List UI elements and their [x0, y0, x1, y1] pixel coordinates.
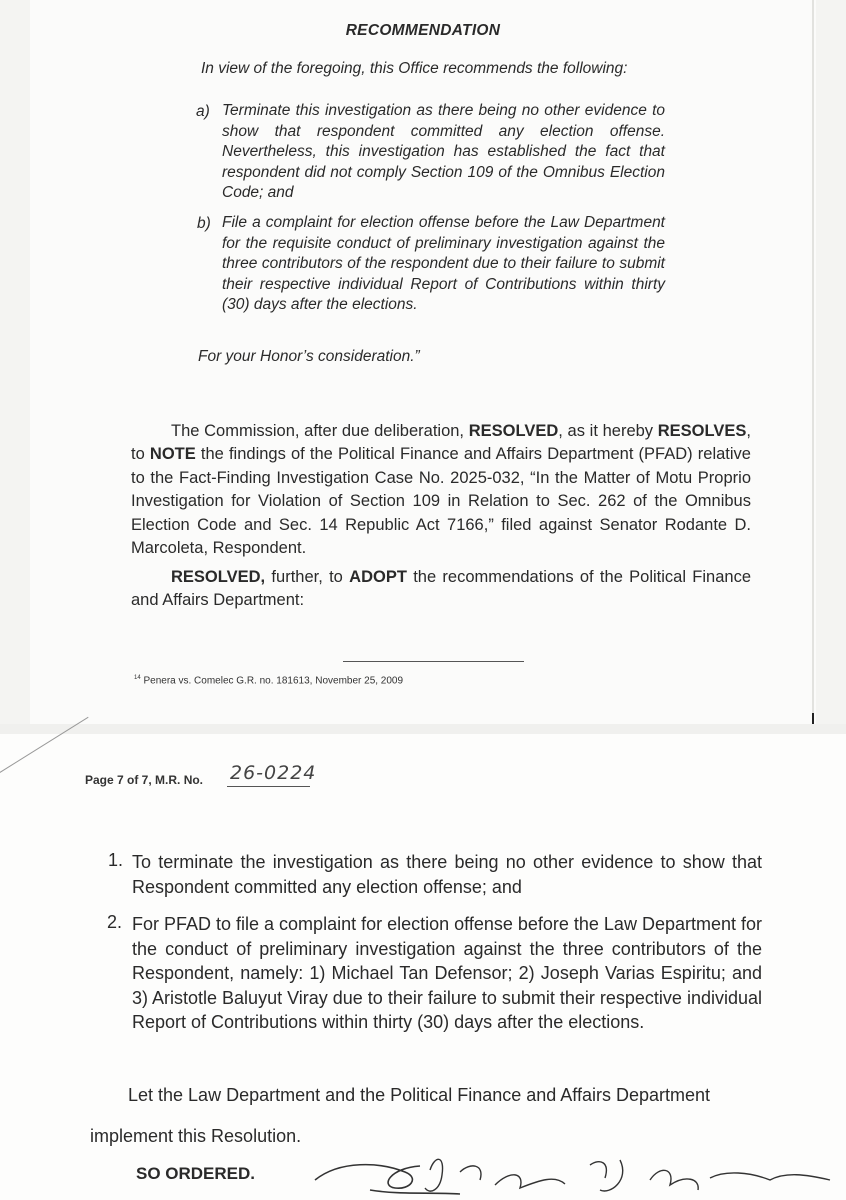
page-edge	[812, 0, 814, 724]
item-b-marker: b)	[197, 215, 211, 232]
page-header: Page 7 of 7, M.R. No.	[85, 773, 204, 787]
implement-line-1: Let the Law Department and the Political Finance and Affairs Department	[128, 1085, 711, 1105]
mr-number-handwritten: 26-0224	[230, 762, 317, 784]
consideration-line: For your Honor’s consideration.”	[198, 348, 420, 365]
item-a-text: Terminate this investigation as there being no other evidence to show that respondent committed any election offense. Nevertheless, this investigation has established the fact that respondent did not comply Section 109 of the Omnibus Election Code; and	[222, 102, 665, 201]
footnote: $^{14}$ Penera vs. Comelec G.R. no. 181613, November 25, 2009	[134, 675, 404, 687]
footnote-divider	[343, 661, 524, 662]
item-1-text: To terminate the investigation as there being no other evidence to show that Respondent committed any election offense; and	[132, 852, 762, 897]
adopt-paragraph: RESOLVED, further, to ADOPT the recommendations of the Political Finance and Affairs Department:	[131, 568, 752, 610]
implement-line-2: implement this Resolution.	[90, 1126, 302, 1146]
mr-number-underline	[227, 786, 310, 787]
item-2-text: For PFAD to file a complaint for election offense before the Law Department for the conduct of preliminary investigation against the three contributors of the Respondent, namely: 1) Michael Tan Defensor; 2) Joseph Varias Espiritu; and 3) Aristotle Baluyut Viray due to their failure to submit their respective individual Report of Contributions within thirty (30) days after the elections.	[132, 914, 762, 1032]
page-gap	[0, 724, 846, 734]
recommendation-title: RECOMMENDATION	[345, 22, 501, 39]
so-ordered: SO ORDERED.	[136, 1164, 256, 1183]
recommendation-intro: In view of the foregoing, this Office recommends the following:	[201, 60, 628, 77]
handwritten-signatures	[310, 1150, 840, 1200]
item-b-text: File a complaint for election offense before the Law Department for the requisite conduct of preliminary investigation against the three contributors of the respondent due to their failure to submit their respective individual Report of Contributions within thirty (30) days after the elections.	[222, 214, 665, 313]
resolution-paragraph: The Commission, after due deliberation, RESOLVED, as it hereby RESOLVES, to NOTE the findings of the Political Finance and Affairs Department (PFAD) relative to the Fact-Finding Investigation Case No. 2025-032, “In the Matter of Motu Proprio Investigation for Violation of Section 109 in Relation to Sec. 262 of the Omnibus Election Code and Sec. 14 Republic Act 7166,” filed against Senator Rodante D. Marcoleta, Respondent.	[131, 422, 751, 558]
item-a-marker: a)	[196, 103, 210, 120]
item-2-number: 2.	[107, 912, 123, 932]
item-1-number: 1.	[108, 850, 124, 870]
